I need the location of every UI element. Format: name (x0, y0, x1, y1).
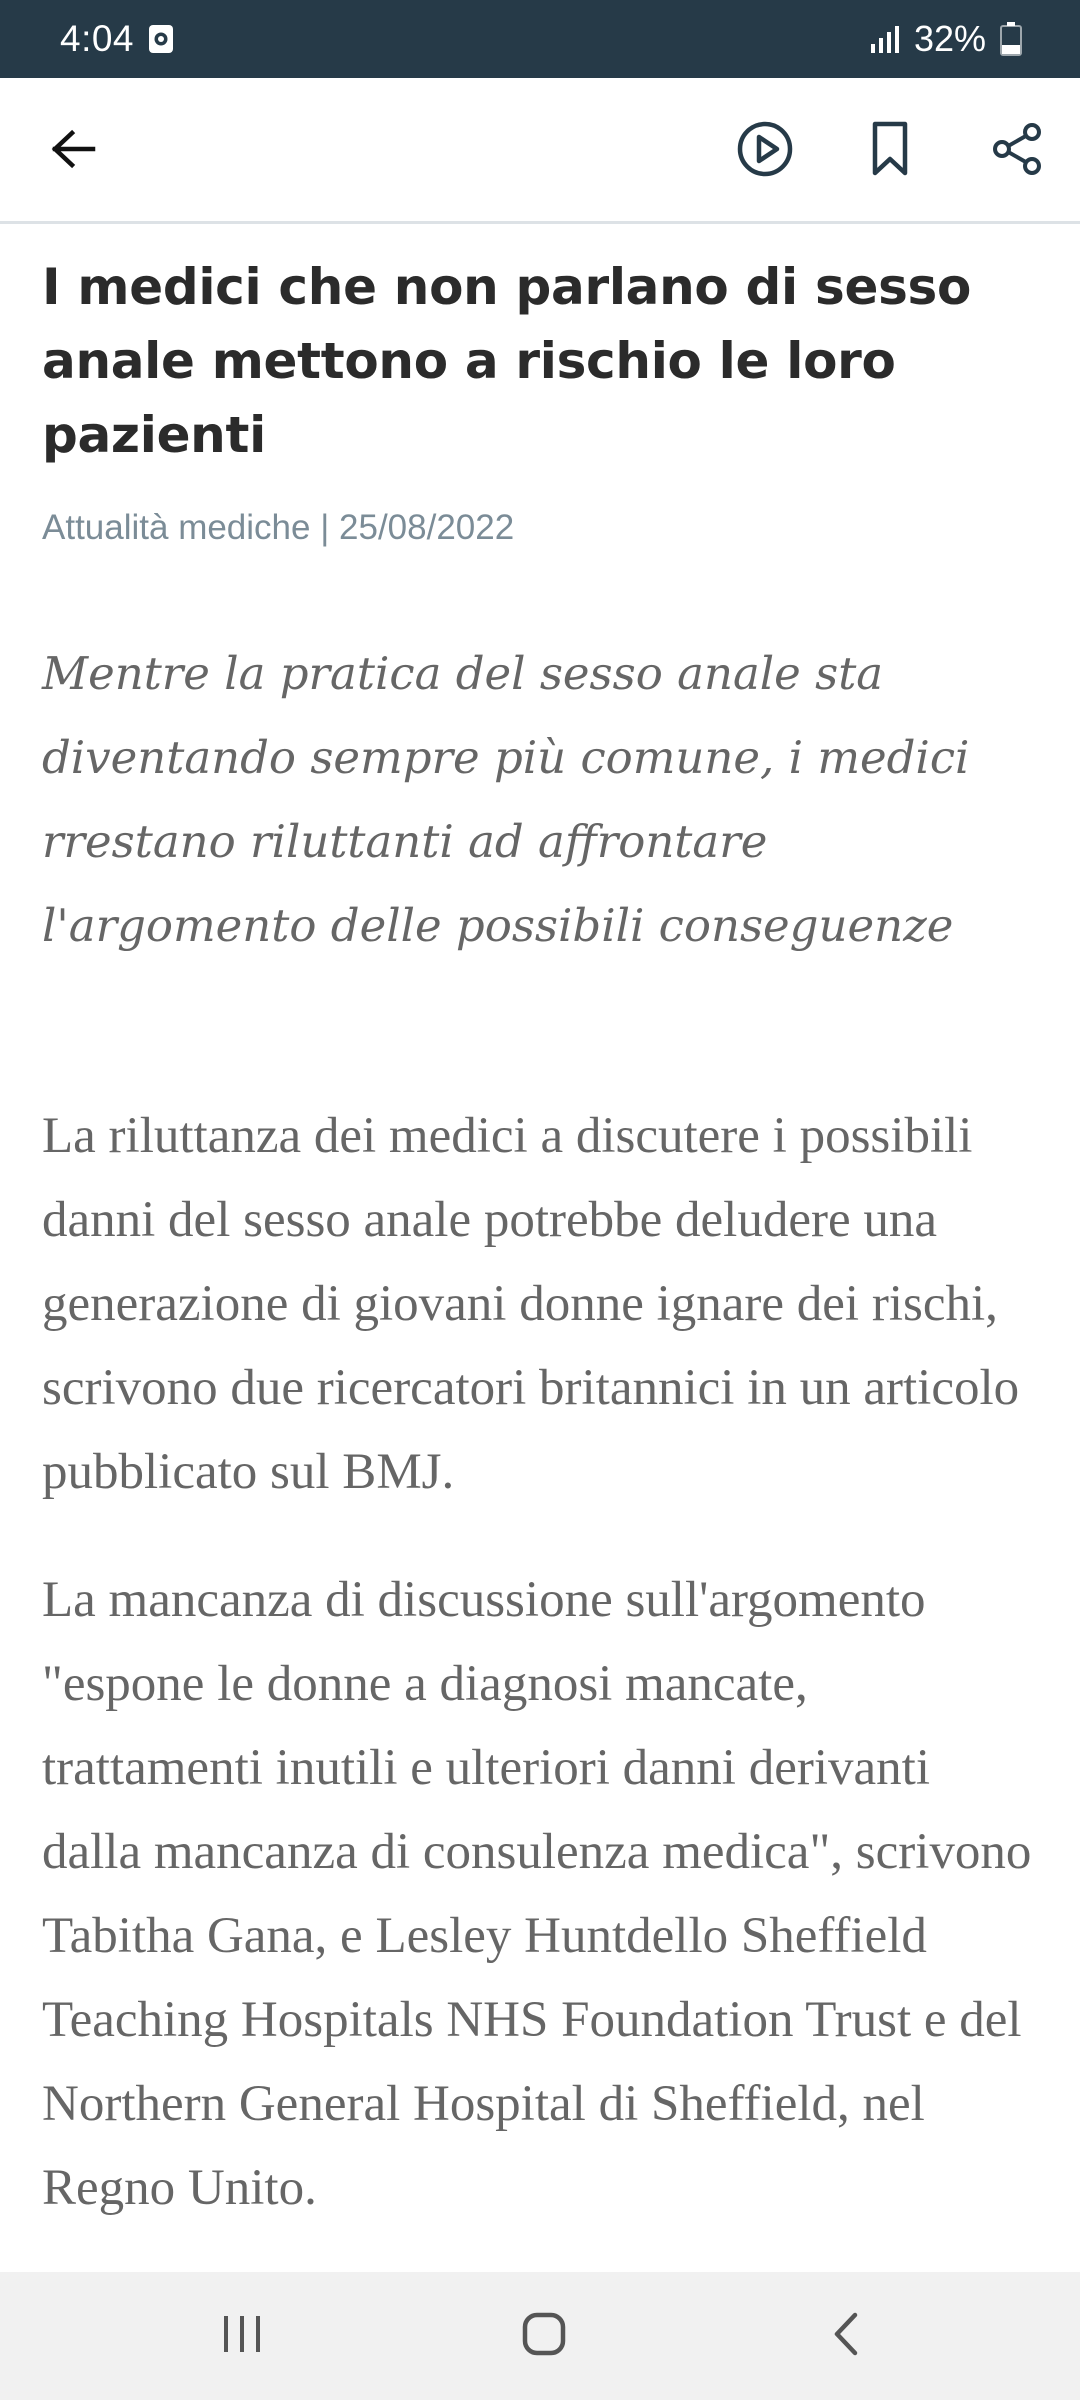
article-paragraph: La mancanza di discussione sull'argomento "espone le donne a diagnosi mancate, trattamenti inutili e ulteriori danni derivanti dalla mancanza di consulenza medica", scrivono Tabitha Gana, e Lesley Huntdello Sheffield Teaching Hospitals NHS Foundation Trust e del Northern General Hospital di Sheffield, nel Regno Unito. (42, 1572, 1032, 2216)
signal-icon (870, 24, 900, 54)
article-title: I medici che non parlano di sesso anale mettono a rischio le loro pazienti (42, 258, 972, 464)
article-paragraph: La riluttanza dei medici a discutere i possibili danni del sesso anale potrebbe deludere una generazione di giovani donne ignare dei rischi, scrivono due ricercatori britannici in un articolo pubblicato sul BMJ. (42, 1108, 1020, 1500)
status-left (60, 18, 174, 60)
share-button[interactable] (962, 78, 1072, 224)
share-icon (991, 123, 1043, 180)
battery-percent: 32% (913, 18, 986, 59)
dnd-card-icon (148, 24, 174, 54)
play-circle-icon (736, 120, 794, 183)
article-meta: Attualità mediche | 25/08/2022 (42, 508, 515, 547)
status-time: 4:04 (60, 18, 135, 59)
back-button[interactable] (18, 78, 128, 224)
system-back-button[interactable] (766, 2272, 926, 2400)
battery-icon (1000, 22, 1022, 56)
back-arrow-icon (50, 129, 96, 174)
recents-button[interactable] (162, 2272, 322, 2400)
bookmark-button[interactable] (835, 78, 945, 224)
app-bar (0, 78, 1080, 224)
article-body[interactable] (0, 224, 1080, 2272)
home-button[interactable] (464, 2272, 624, 2400)
bookmark-icon (871, 121, 909, 182)
nav-back-icon (831, 2311, 861, 2362)
status-right (870, 18, 1022, 60)
recents-icon (220, 2314, 264, 2359)
navigation-bar (0, 2272, 1080, 2400)
article-lead: Mentre la pratica del sesso anale sta diventando sempre più comune, i medici rrestano riluttanti ad affrontare l'argomento delle possibili conseguenze (42, 647, 970, 952)
play-button[interactable] (710, 78, 820, 224)
home-icon (521, 2311, 567, 2362)
status-bar (0, 0, 1080, 78)
